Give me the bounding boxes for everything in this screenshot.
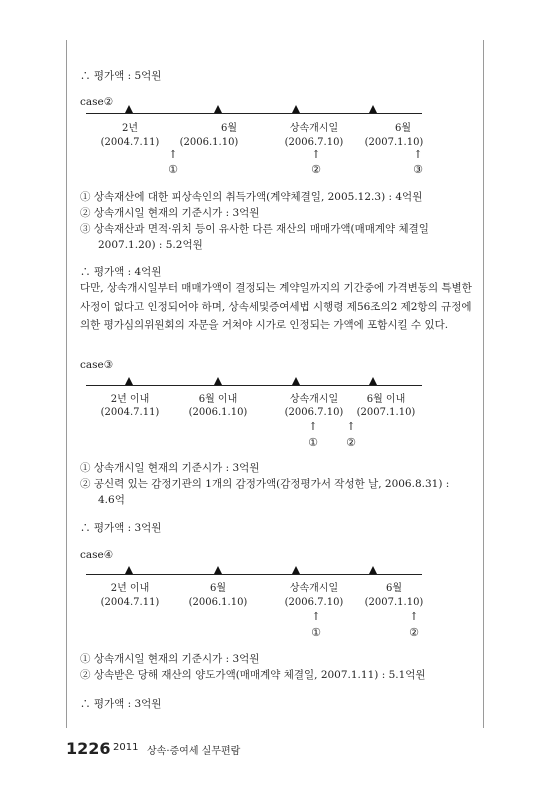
- note-line: ③ 상속재산과 면적·위치 등이 유사한 다른 재산의 매매가액(매매계약 체결일: [80, 223, 429, 235]
- timeline-tick: [369, 105, 377, 113]
- event-label: 6월 이내: [366, 394, 406, 405]
- event-label: 상속개시일: [289, 123, 339, 134]
- left-margin-rule: [66, 40, 67, 728]
- up-arrow-icon: ↑: [311, 148, 321, 161]
- event-label: 6월 이내: [198, 394, 238, 405]
- timeline-line: [86, 385, 422, 386]
- event-date: (2004.7.11): [100, 137, 160, 148]
- result-text: ∴ 평가액 : 4억원: [80, 266, 162, 278]
- marker: ①: [308, 436, 318, 449]
- marker: ②: [409, 626, 419, 639]
- event-label: 2년 이내: [110, 394, 150, 405]
- timeline-line: [86, 113, 422, 114]
- note-line: ① 상속개시일 현재의 기준시가 : 3억원: [80, 653, 260, 665]
- marker: ①: [311, 626, 321, 639]
- timeline-tick: [292, 105, 300, 113]
- marker: ②: [311, 163, 321, 176]
- up-arrow-icon: ↑: [311, 610, 321, 623]
- event-date: (2006.7.10): [284, 597, 344, 608]
- page-number: 1226: [66, 739, 111, 758]
- timeline-tick: [214, 566, 222, 574]
- timeline-tick: [214, 105, 222, 113]
- event-date: (2007.1.10): [356, 407, 416, 418]
- event-label: 2년 이내: [110, 583, 150, 594]
- event-label: 6월: [209, 583, 227, 594]
- up-arrow-icon: ↑: [413, 148, 423, 161]
- event-label: 6월: [394, 123, 412, 134]
- note-line: 2007.1.20) : 5.2억원: [98, 239, 203, 251]
- case-label: case②: [80, 96, 114, 108]
- note-line: ② 상속받은 당해 재산의 양도가액(매매계약 체결일, 2007.1.11) : 5.1억원: [80, 669, 426, 681]
- timeline-tick: [125, 105, 133, 113]
- event-label: 6월: [220, 123, 238, 134]
- event-label: 2년: [121, 123, 139, 134]
- timeline-tick: [292, 377, 300, 385]
- result-text: ∴ 평가액 : 3억원: [80, 522, 162, 534]
- event-label: 6월: [385, 583, 403, 594]
- case-label: case④: [80, 549, 114, 561]
- timeline-tick: [369, 566, 377, 574]
- event-date: (2006.7.10): [284, 137, 344, 148]
- timeline-tick: [369, 377, 377, 385]
- event-date: (2006.1.10): [188, 597, 248, 608]
- book-title: 상속·증여세 실무편람: [147, 746, 241, 757]
- event-date: (2007.1.10): [364, 137, 424, 148]
- timeline-tick: [292, 566, 300, 574]
- note-line: ② 공신력 있는 감정기관의 1개의 감정가액(감정평가서 작성한 날, 2006.8.31) :: [80, 478, 450, 490]
- timeline-tick: [214, 377, 222, 385]
- event-date: (2006.1.10): [179, 137, 239, 148]
- right-margin-rule: [483, 40, 484, 728]
- timeline-line: [86, 574, 422, 575]
- timeline-tick: [125, 566, 133, 574]
- event-label: 상속개시일: [289, 394, 339, 405]
- up-arrow-icon: ↑: [168, 148, 178, 161]
- note-line: ② 상속개시일 현재의 기준시가 : 3억원: [80, 207, 260, 219]
- event-date: (2004.7.11): [100, 597, 160, 608]
- up-arrow-icon: ↑: [308, 420, 318, 433]
- note-line: ① 상속개시일 현재의 기준시가 : 3억원: [80, 462, 260, 474]
- event-date: (2006.7.10): [284, 407, 344, 418]
- event-date: (2007.1.10): [364, 597, 424, 608]
- up-arrow-icon: ↑: [346, 420, 356, 433]
- footer-year: 2011: [113, 742, 139, 753]
- marker: ①: [168, 163, 178, 176]
- result-text: ∴ 평가액 : 5억원: [80, 70, 162, 82]
- event-label: 상속개시일: [289, 583, 339, 594]
- marker: ②: [346, 436, 356, 449]
- timeline-tick: [125, 377, 133, 385]
- case-label: case③: [80, 359, 114, 371]
- event-date: (2006.1.10): [188, 407, 248, 418]
- note-line: 4.6억: [98, 494, 125, 506]
- note-line: ① 상속재산에 대한 피상속인의 취득가액(계약체결일, 2005.12.3) : 4억원: [80, 191, 423, 203]
- up-arrow-icon: ↑: [409, 610, 419, 623]
- explanation-paragraph: 다만, 상속개시일부터 매매가액이 결정되는 계약일까지의 기간중에 가격변동의 특별한 사정이 없다고 인정되어야 하며, 상속세및증여세법 시행령 제56조의2 제2항의 규정에 의한 평가심의위원회의 자문을 거쳐야 시가로 인정되는 가액에 포함시킬 수 있다.: [80, 282, 472, 331]
- result-text: ∴ 평가액 : 3억원: [80, 698, 162, 710]
- event-date: (2004.7.11): [100, 407, 160, 418]
- marker: ③: [413, 163, 423, 176]
